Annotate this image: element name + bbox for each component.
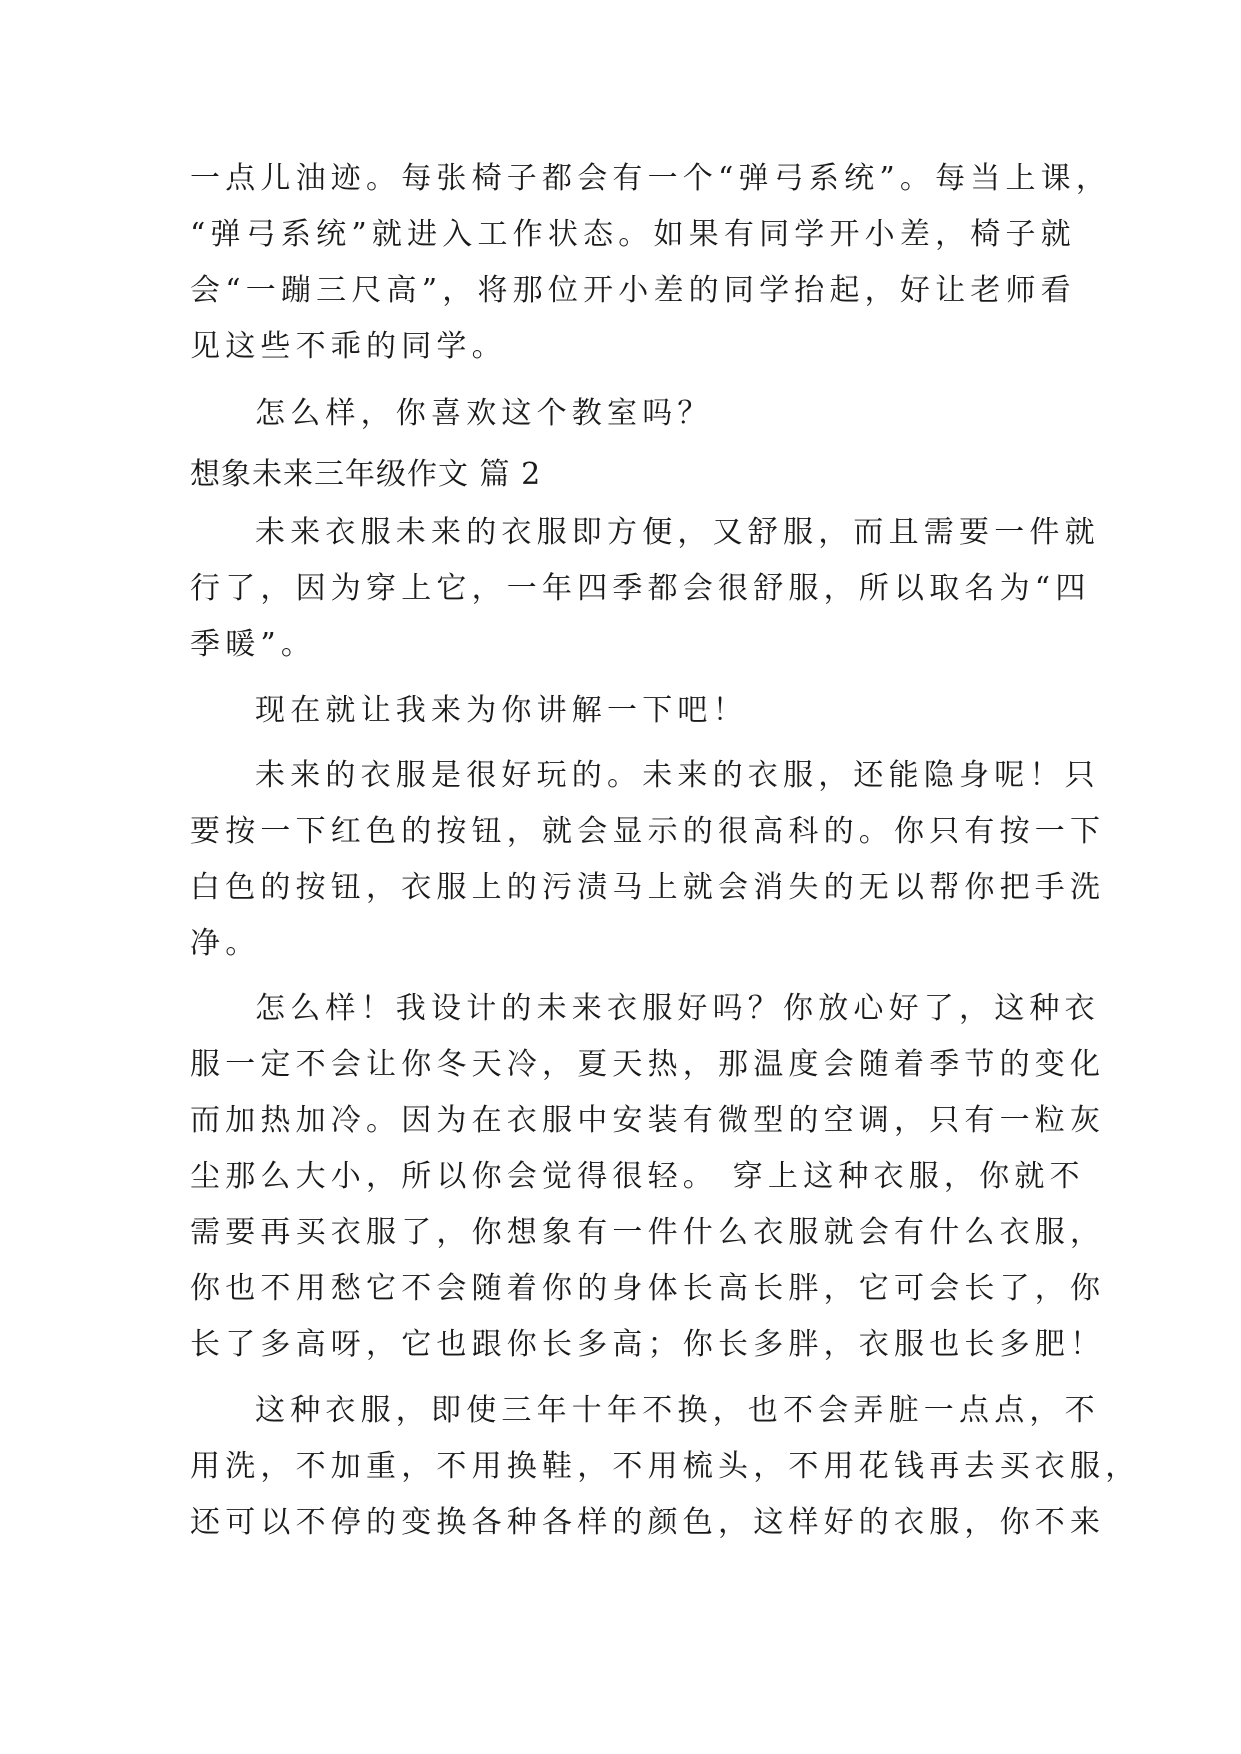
text-line: 要按一下红色的按钮，就会显示的很高科的。你只有按一下 [190,814,1106,849]
section-heading: 想象未来三年级作文 篇 2 [190,457,542,492]
text-line: 你也不用愁它不会随着你的身体长高长胖，它可会长了，你 [190,1271,1106,1306]
text-line: 见这些不乖的同学。 [190,329,507,364]
text-line: 净。 [190,926,261,961]
text-line: 季暖”。 [190,627,317,662]
text-line: 尘那么大小，所以你会觉得很轻。 穿上这种衣服，你就不 [190,1159,1085,1194]
paragraph-first-line: 未来衣服未来的衣服即方便，又舒服，而且需要一件就 [255,515,1100,550]
text-line: 一点儿油迹。每张椅子都会有一个“弹弓系统”。每当上课， [190,161,1112,196]
text-line: 长了多高呀，它也跟你长多高；你长多胖，衣服也长多肥！ [190,1327,1106,1362]
text-line: 需要再买衣服了，你想象有一件什么衣服就会有什么衣服， [190,1215,1106,1250]
paragraph-first-line: 怎么样，你喜欢这个教室吗？ [255,396,713,431]
text-line: 白色的按钮，衣服上的污渍马上就会消失的无以帮你把手洗 [190,870,1106,905]
text-line: 用洗，不加重，不用换鞋，不用梳头，不用花钱再去买衣服， [190,1449,1141,1484]
text-line: 而加热加冷。因为在衣服中安装有微型的空调，只有一粒灰 [190,1103,1106,1138]
text-line: “弹弓系统”就进入工作状态。如果有同学开小差，椅子就 [190,217,1076,252]
paragraph-first-line: 现在就让我来为你讲解一下吧！ [255,693,748,728]
paragraph-first-line: 未来的衣服是很好玩的。未来的衣服，还能隐身呢！只 [255,758,1100,793]
paragraph-first-line: 怎么样！我设计的未来衣服好吗？你放心好了，这种衣 [255,991,1100,1026]
text-line: 还可以不停的变换各种各样的颜色，这样好的衣服，你不来 [190,1505,1106,1540]
text-line: 行了，因为穿上它，一年四季都会很舒服，所以取名为“四 [190,571,1091,606]
text-line: 会“一蹦三尺高”，将那位开小差的同学抬起，好让老师看 [190,273,1076,308]
paragraph-first-line: 这种衣服，即使三年十年不换，也不会弄脏一点点，不 [255,1393,1100,1428]
text-line: 服一定不会让你冬天冷，夏天热，那温度会随着季节的变化 [190,1047,1106,1082]
